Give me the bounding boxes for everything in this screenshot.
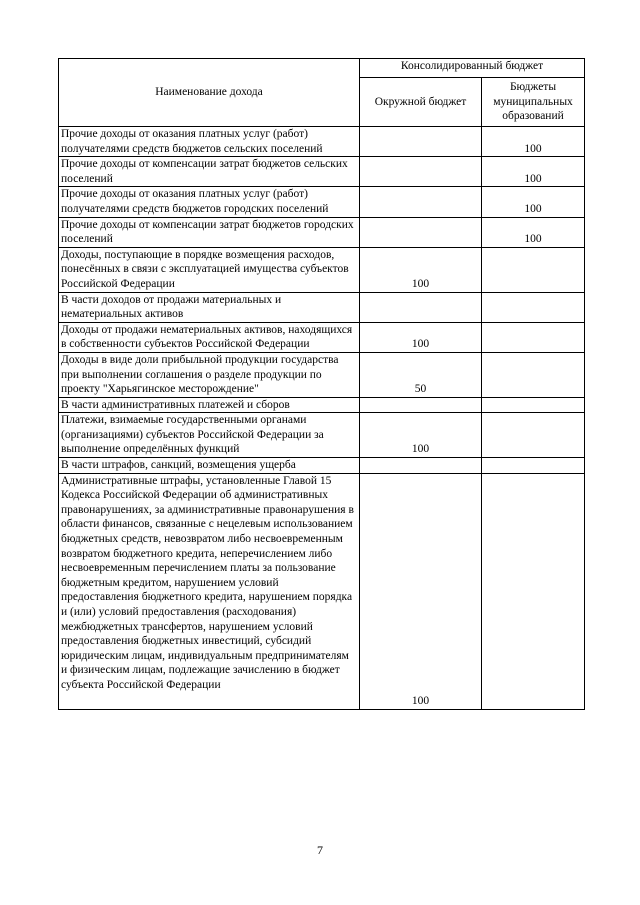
row-okrug-value xyxy=(360,217,482,247)
row-okrug-value xyxy=(360,187,482,217)
row-okrug-value: 100 xyxy=(360,322,482,352)
table-row xyxy=(59,217,585,247)
row-okrug-value xyxy=(360,458,482,474)
row-municipal-value: 100 xyxy=(482,217,585,247)
row-okrug-value xyxy=(360,127,482,157)
row-municipal-value xyxy=(482,292,585,322)
row-okrug-value xyxy=(360,157,482,187)
table-row xyxy=(59,127,585,157)
row-name-cell: Прочие доходы от оказания платных услуг (работ) получателями средств бюджетов сельских поселений xyxy=(59,127,360,157)
row-name-cell: Платежи, взимаемые государственными органами (организациями) субъектов Российской Федерации за выполнение определённых функций xyxy=(59,413,360,458)
row-name-cell: Доходы в виде доли прибыльной продукции государства при выполнении соглашения о разделе продукции по проекту "Харьягинское месторождение" xyxy=(59,352,360,397)
row-okrug-value xyxy=(360,397,482,413)
header-consolidated-cell: Консолидированный бюджет xyxy=(360,59,585,78)
row-okrug-value: 50 xyxy=(360,352,482,397)
row-name-cell: Доходы от продажи нематериальных активов, находящихся в собственности субъектов Российской Федерации xyxy=(59,322,360,352)
row-municipal-value xyxy=(482,322,585,352)
row-name-cell: В части штрафов, санкций, возмещения ущерба xyxy=(59,458,360,474)
header-municipal-cell: Бюджеты муниципальных образований xyxy=(482,78,585,127)
page-number: 7 xyxy=(317,843,323,857)
row-name-cell: Прочие доходы от оказания платных услуг (работ) получателями средств бюджетов городских поселений xyxy=(59,187,360,217)
table-row xyxy=(59,397,585,413)
table-row xyxy=(59,352,585,397)
row-municipal-value xyxy=(482,473,585,709)
table-row xyxy=(59,157,585,187)
row-municipal-value xyxy=(482,413,585,458)
row-name-cell: Прочие доходы от компенсации затрат бюджетов городских поселений xyxy=(59,217,360,247)
row-okrug-value xyxy=(360,292,482,322)
table-row xyxy=(59,322,585,352)
row-name-cell: В части доходов от продажи материальных и нематериальных активов xyxy=(59,292,360,322)
row-municipal-value: 100 xyxy=(482,127,585,157)
table-row xyxy=(59,473,585,709)
header-okrug-cell: Окружной бюджет xyxy=(360,78,482,127)
table-row xyxy=(59,458,585,474)
table-row xyxy=(59,187,585,217)
header-row-1 xyxy=(59,59,585,78)
row-municipal-value xyxy=(482,397,585,413)
row-name-cell: Доходы, поступающие в порядке возмещения расходов, понесённых в связи с эксплуатацией имущества субъектов Российской Федерации xyxy=(59,247,360,292)
table-row xyxy=(59,247,585,292)
revenue-table xyxy=(58,58,585,710)
row-name-cell: Административные штрафы, установленные Главой 15 Кодекса Российской Федерации об административных правонарушениях, за административные правонарушения в области финансов, связанные с нецелевым использованием бюджетных средств, невозвратом либо несвоевременным возвратом бюджетного кредита, неперечислением либо несвоевременным перечислением платы за пользование бюджетным кредитом, нарушением условий предоставления бюджетного кредита, нарушением порядка и (или) условий предоставления (расходования) межбюджетных трансфертов, нарушением условий предоставления бюджетных инвестиций, субсидий юридическим лицам, индивидуальным предпринимателям и физическим лицам, подлежащие зачислению в бюджет субъекта Российской Федерации xyxy=(59,473,360,709)
row-okrug-value: 100 xyxy=(360,473,482,709)
row-okrug-value: 100 xyxy=(360,413,482,458)
header-name-cell: Наименование дохода xyxy=(59,59,360,127)
table-row xyxy=(59,413,585,458)
row-okrug-value: 100 xyxy=(360,247,482,292)
table-body xyxy=(59,127,585,710)
row-municipal-value xyxy=(482,458,585,474)
row-name-cell: Прочие доходы от компенсации затрат бюджетов сельских поселений xyxy=(59,157,360,187)
row-municipal-value: 100 xyxy=(482,187,585,217)
row-municipal-value xyxy=(482,352,585,397)
row-municipal-value xyxy=(482,247,585,292)
row-name-cell: В части административных платежей и сборов xyxy=(59,397,360,413)
table-row xyxy=(59,292,585,322)
row-municipal-value: 100 xyxy=(482,157,585,187)
